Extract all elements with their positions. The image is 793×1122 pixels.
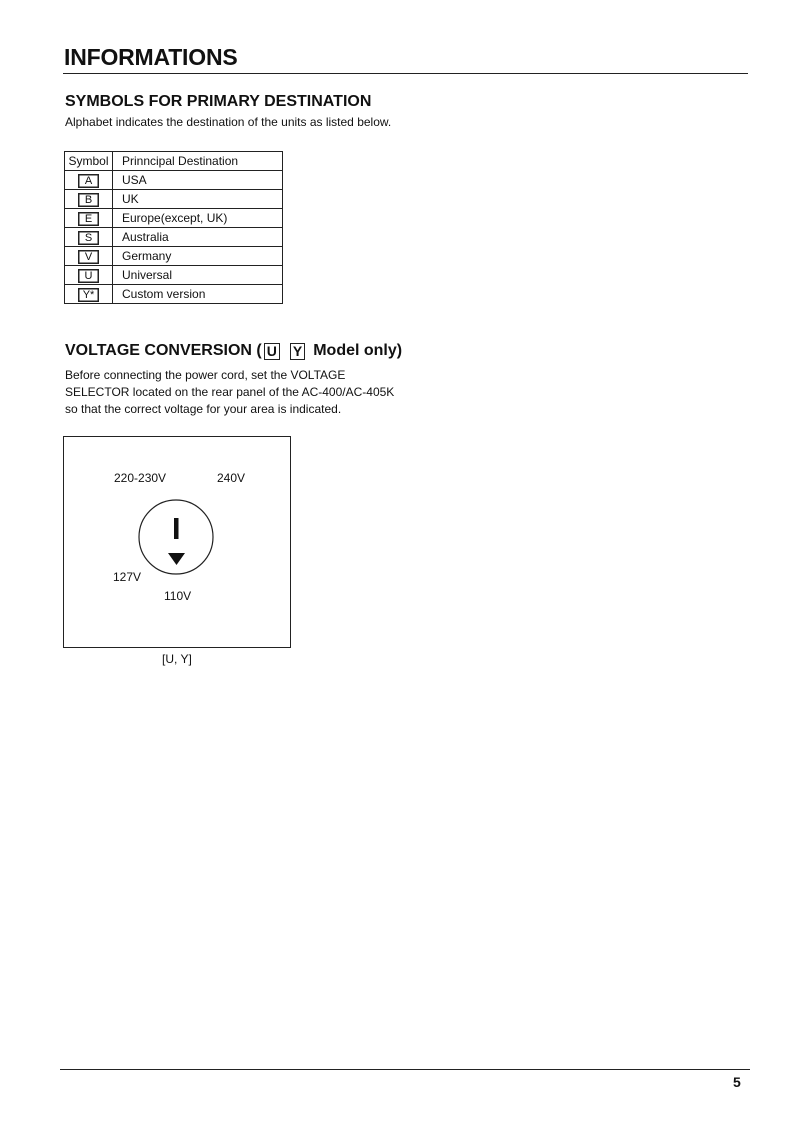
table-row	[65, 247, 283, 266]
table-row	[65, 171, 283, 190]
symbols-intro-text: Alphabet indicates the destination of the units as listed below.	[65, 115, 392, 129]
symbol-box: U	[78, 269, 99, 283]
symbols-section-heading: SYMBOLS FOR PRIMARY DESTINATION	[65, 93, 372, 110]
symbol-box: A	[78, 174, 99, 188]
table-row	[65, 209, 283, 228]
title-divider	[63, 73, 748, 74]
label-127v: 127V	[113, 570, 142, 584]
model-u-symbol: U	[264, 343, 280, 360]
voltage-section-heading	[65, 342, 402, 360]
diagram-caption: [U, Y]	[162, 652, 192, 666]
page-title: INFORMATIONS	[64, 44, 238, 70]
voltage-heading-suffix: Model only)	[313, 342, 403, 359]
symbol-cell	[65, 266, 113, 285]
symbol-cell	[65, 247, 113, 266]
table-header-destination: Prinncipal Destination	[113, 152, 283, 171]
symbol-box: Y*	[78, 288, 99, 302]
destination-cell: Europe(except, UK)	[113, 209, 283, 228]
symbol-cell	[65, 209, 113, 228]
destination-cell: Universal	[113, 266, 283, 285]
symbol-box: V	[78, 250, 99, 264]
destination-cell: Custom version	[113, 285, 283, 304]
destination-cell: Australia	[113, 228, 283, 247]
destination-cell: UK	[113, 190, 283, 209]
destination-table	[64, 151, 283, 304]
page-number: 5	[733, 1074, 741, 1090]
label-240v: 240V	[217, 471, 246, 485]
table-row	[65, 285, 283, 304]
symbol-cell	[65, 190, 113, 209]
symbol-cell	[65, 228, 113, 247]
voltage-body-text: Before connecting the power cord, set the VOLTAGE SELECTOR located on the rear panel of the AC-400/AC-405K so that the correct voltage for your area is indicated.	[65, 368, 395, 416]
table-row	[65, 266, 283, 285]
footer-divider	[60, 1069, 750, 1070]
table-header-symbol: Symbol	[65, 152, 113, 171]
symbol-box: B	[78, 193, 99, 207]
destination-cell: USA	[113, 171, 283, 190]
symbol-cell	[65, 285, 113, 304]
model-y-symbol: Y	[290, 343, 305, 360]
symbol-cell	[65, 171, 113, 190]
table-row	[65, 228, 283, 247]
label-110v: 110V	[164, 589, 192, 603]
table-row	[65, 190, 283, 209]
symbol-box: S	[78, 231, 99, 245]
label-220-230v: 220-230V	[114, 471, 167, 485]
destination-cell: Germany	[113, 247, 283, 266]
voltage-heading-prefix: VOLTAGE CONVERSION (	[65, 342, 262, 359]
symbol-box: E	[78, 212, 99, 226]
voltage-selector-diagram	[63, 436, 291, 648]
selector-dial-icon	[134, 499, 224, 579]
table-header-row	[65, 152, 283, 171]
